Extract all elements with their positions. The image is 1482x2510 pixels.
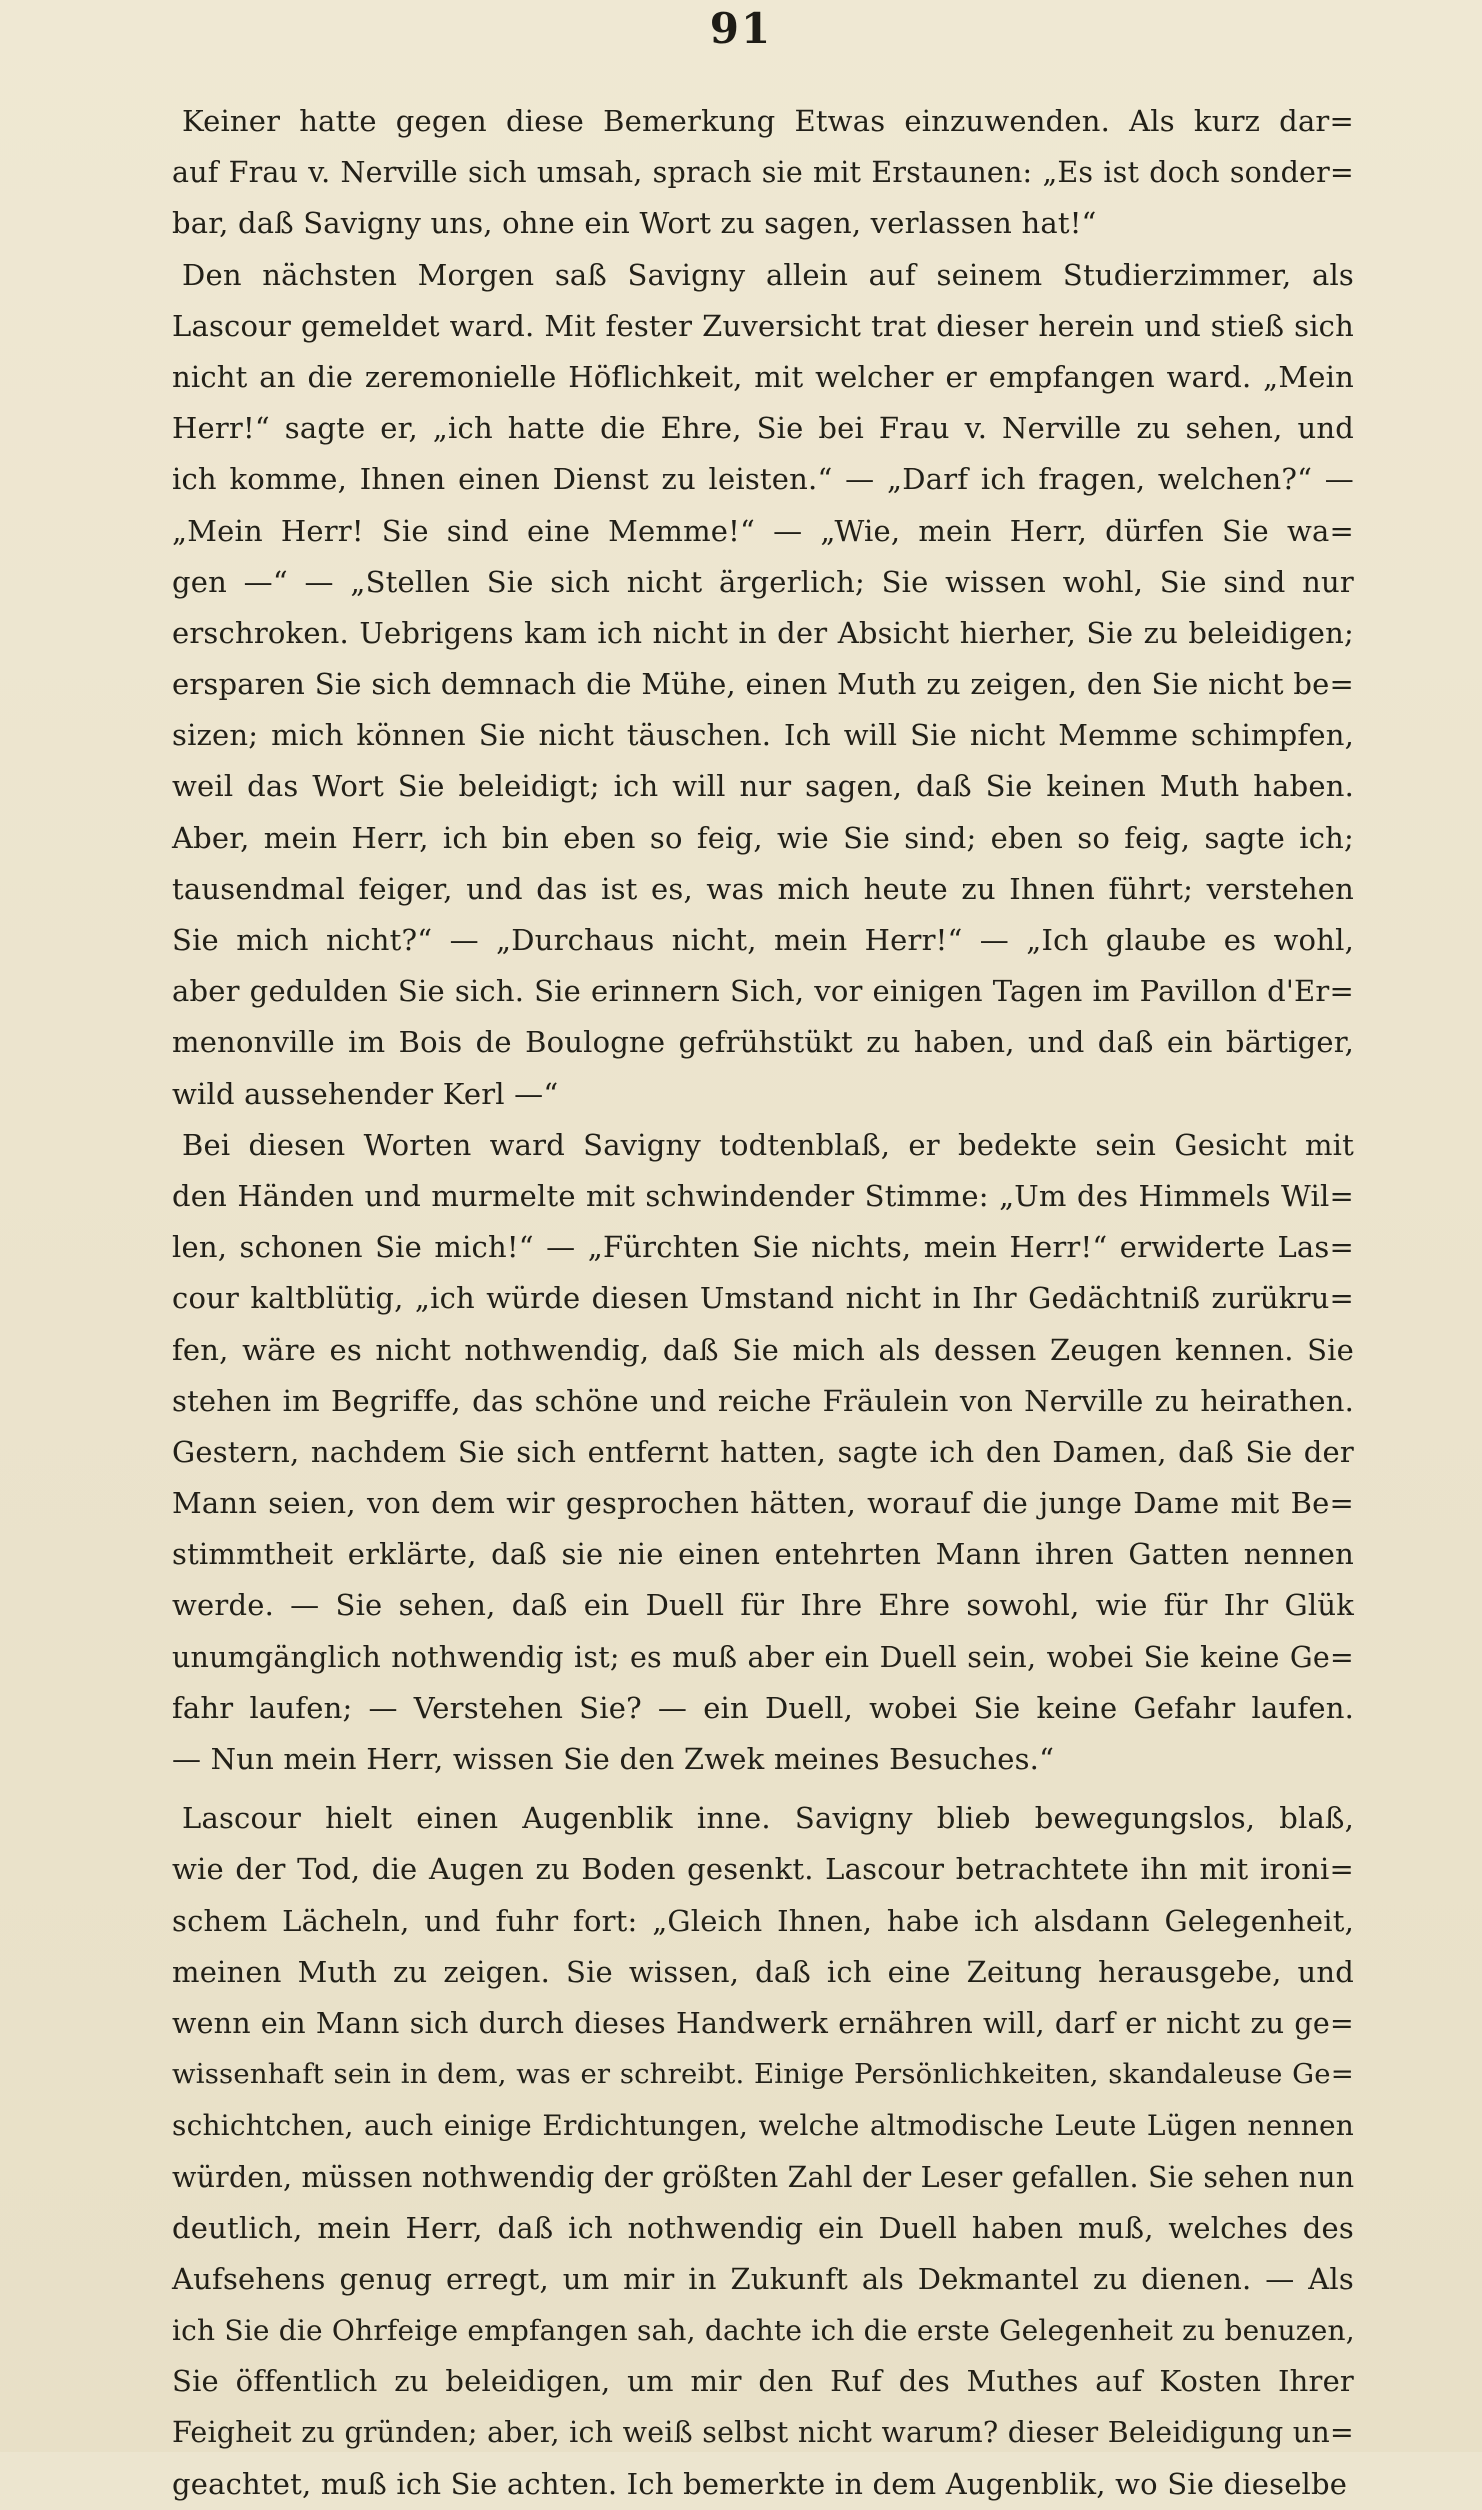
text-line: nicht an die zeremonielle Höflichkeit, mit welcher er empfangen ward. „Mein: [172, 359, 1354, 394]
text-line: Lascour gemeldet ward. Mit fester Zuversicht trat dieser herein und stieß sich: [172, 308, 1354, 343]
paragraph-3: [172, 1120, 1354, 1793]
text-line: Aber, mein Herr, ich bin eben so feig, wie Sie sind; eben so feig, sagte ich;: [172, 820, 1354, 855]
text-line: ich komme, Ihnen einen Dienst zu leisten.“ — „Darf ich fragen, welchen?“ —: [172, 462, 1354, 497]
text-line: Sie öffentlich zu beleidigen, um mir den Ruf des Muthes auf Kosten Ihrer: [172, 2364, 1354, 2399]
text-line: tausendmal feiger, und das ist es, was mich heute zu Ihnen führt; verstehen: [172, 871, 1354, 906]
text-line: schichtchen, auch einige Erdichtungen, welche altmodische Leute Lügen nennen: [172, 2109, 1354, 2143]
text-line: sizen; mich können Sie nicht täuschen. Ich will Sie nicht Memme schimpfen,: [172, 718, 1354, 753]
paragraph-1: [172, 96, 1354, 250]
text-line: Gestern, nachdem Sie sich entfernt hatten, sagte ich den Damen, daß Sie der: [172, 1434, 1354, 1469]
text-line: — Nun mein Herr, wissen Sie den Zwek meines Besuches.“: [172, 1742, 1055, 1776]
text-line: geachtet, muß ich Sie achten. Ich bemerkte in dem Augenblik, wo Sie dieselbe: [172, 2466, 1348, 2501]
text-line: „Mein Herr! Sie sind eine Memme!“ — „Wie, mein Herr, dürfen Sie wa=: [172, 513, 1354, 548]
text-line: wissenhaft sein in dem, was er schreibt. Einige Persönlichkeiten, skandaleuse Ge=: [172, 2058, 1354, 2091]
text-line: bar, daß Savigny uns, ohne ein Wort zu sagen, verlassen hat!“: [172, 206, 1097, 241]
text-line: schem Lächeln, und fuhr fort: „Gleich Ihnen, habe ich alsdann Gelegenheit,: [172, 1903, 1354, 1938]
text-line: stehen im Begriffe, das schöne und reiche Fräulein von Nerville zu heirathen.: [172, 1383, 1354, 1418]
text-line: gen —“ — „Stellen Sie sich nicht ärgerlich; Sie wissen wohl, Sie sind nur: [172, 564, 1354, 599]
text-line: wenn ein Mann sich durch dieses Handwerk ernähren will, darf er nicht zu ge=: [172, 2006, 1354, 2040]
text-line: Mann seien, von dem wir gesprochen hätten, worauf die junge Dame mit Be=: [172, 1486, 1354, 1521]
text-line: meinen Muth zu zeigen. Sie wissen, daß ich eine Zeitung herausgebe, und: [172, 1954, 1354, 1989]
paragraph-2: [172, 250, 1354, 1120]
text-line: cour kaltblütig, „ich würde diesen Umstand nicht in Ihr Gedächtniß zurükru=: [172, 1281, 1354, 1316]
text-line: auf Frau v. Nerville sich umsah, sprach sie mit Erstaunen: „Es ist doch sonder=: [172, 156, 1354, 190]
page-number: 91: [709, 4, 773, 53]
text-line: würden, müssen nothwendig der größten Zahl der Leser gefallen. Sie sehen nun: [172, 2160, 1355, 2194]
text-line: erschroken. Uebrigens kam ich nicht in der Absicht hierher, Sie zu beleidigen;: [172, 615, 1354, 650]
text-line: Keiner hatte gegen diese Bemerkung Etwas einzuwenden. Als kurz dar=: [182, 104, 1354, 138]
text-line: len, schonen Sie mich!“ — „Fürchten Sie nichts, mein Herr!“ erwiderte Las=: [172, 1230, 1354, 1265]
paragraph-gap: [172, 1785, 1354, 1793]
text-line: Bei diesen Worten ward Savigny todtenblaß, er bedekte sein Gesicht mit: [182, 1127, 1354, 1162]
text-line: Aufsehens genug erregt, um mir in Zukunft als Dekmantel zu dienen. — Als: [172, 2261, 1354, 2296]
text-line: Den nächsten Morgen saß Savigny allein auf seinem Studierzimmer, als: [182, 257, 1354, 292]
text-line: Sie mich nicht?“ — „Durchaus nicht, mein Herr!“ — „Ich glaube es wohl,: [172, 923, 1354, 957]
text-line: Lascour hielt einen Augenblik inne. Savigny blieb bewegungslos, blaß,: [182, 1801, 1354, 1836]
text-line: aber gedulden Sie sich. Sie erinnern Sich, vor einigen Tagen im Pavillon d'Er=: [172, 974, 1354, 1009]
text-line: stimmtheit erklärte, daß sie nie einen entehrten Mann ihren Gatten nennen: [172, 1537, 1354, 1572]
text-line: den Händen und murmelte mit schwindender Stimme: „Um des Himmels Wil=: [172, 1178, 1354, 1213]
text-line: Feigheit zu gründen; aber, ich weiß selbst nicht warum? dieser Beleidigung un=: [172, 2416, 1354, 2450]
text-line: wild aussehender Kerl —“: [172, 1076, 559, 1111]
body-text: [172, 96, 1354, 2510]
text-line: fen, wäre es nicht nothwendig, daß Sie mich als dessen Zeugen kennen. Sie: [172, 1332, 1354, 1367]
paragraph-4: [172, 1793, 1354, 2510]
text-line: fahr laufen; — Verstehen Sie? — ein Duell, wobei Sie keine Gefahr laufen.: [172, 1690, 1354, 1725]
text-line: menonville im Bois de Boulogne gefrühstükt zu haben, und daß ein bärtiger,: [172, 1025, 1354, 1060]
text-line: ersparen Sie sich demnach die Mühe, einen Muth zu zeigen, den Sie nicht be=: [172, 667, 1354, 702]
text-line: ich Sie die Ohrfeige empfangen sah, dachte ich die erste Gelegenheit zu benuzen,: [172, 2314, 1355, 2348]
text-line: wie der Tod, die Augen zu Boden gesenkt. Lascour betrachtete ihn mit ironi=: [172, 1852, 1354, 1887]
text-line: unumgänglich nothwendig ist; es muß aber ein Duell sein, wobei Sie keine Ge=: [172, 1640, 1354, 1674]
text-line: Herr!“ sagte er, „ich hatte die Ehre, Sie bei Frau v. Nerville zu sehen, und: [172, 411, 1354, 446]
text-line: weil das Wort Sie beleidigt; ich will nur sagen, daß Sie keinen Muth haben.: [172, 769, 1354, 804]
text-line: werde. — Sie sehen, daß ein Duell für Ihre Ehre sowohl, wie für Ihr Glük: [172, 1588, 1354, 1623]
text-line: deutlich, mein Herr, daß ich nothwendig ein Duell haben muß, welches des: [172, 2210, 1354, 2245]
